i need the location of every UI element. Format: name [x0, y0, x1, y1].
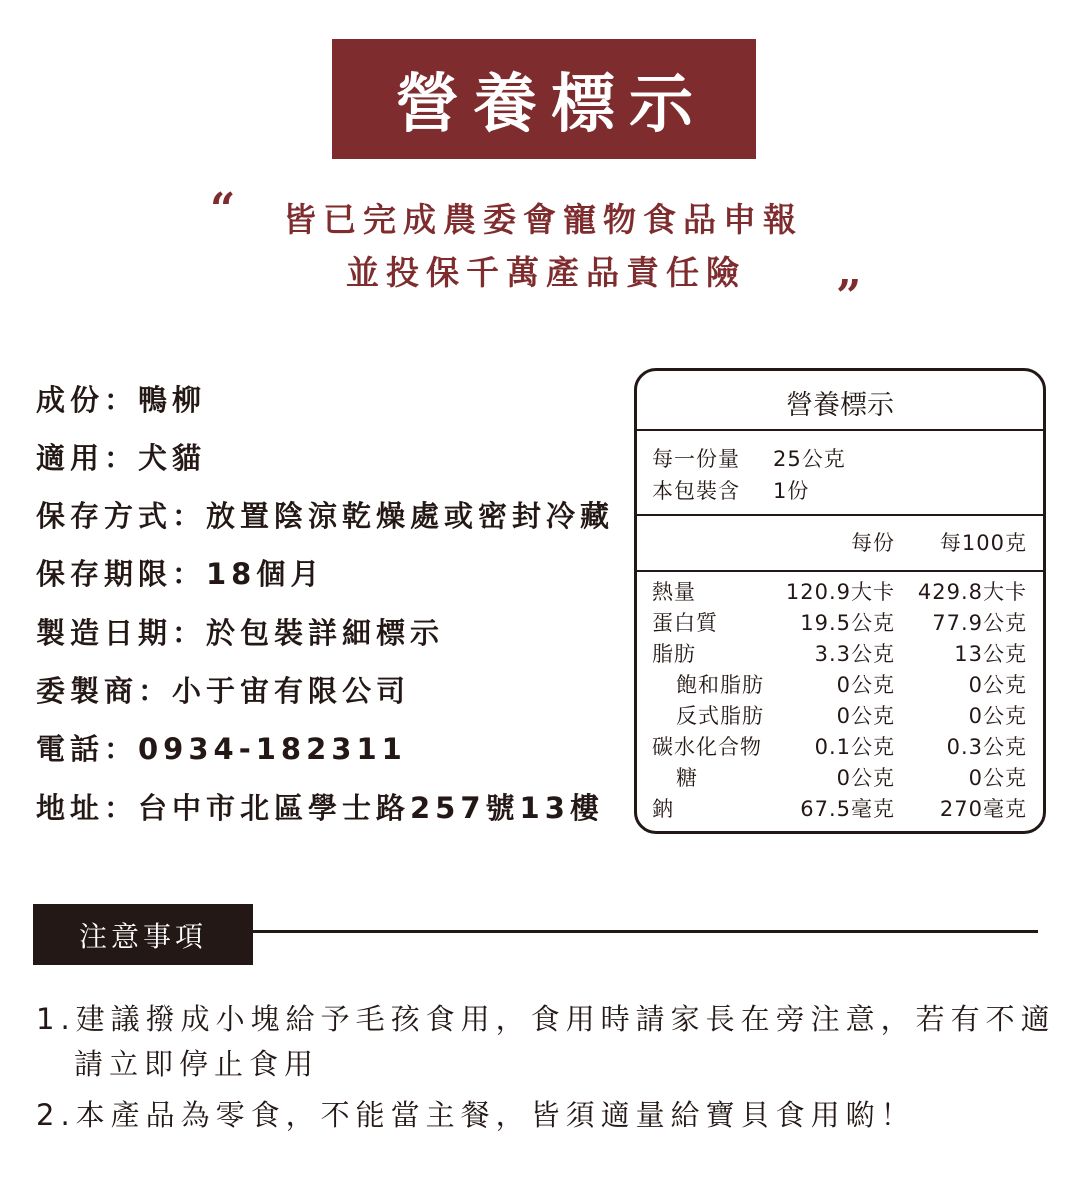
info-address: 地址：台中市北區學士路257號13樓	[36, 791, 604, 825]
page-title: 營養標示	[332, 39, 756, 159]
info-storage: 保存方式：放置陰涼乾燥處或密封冷藏	[36, 499, 615, 533]
nutrient-per-100g: 0公克	[968, 704, 1027, 728]
notice-item-1-continued: 請立即停止食用	[74, 1047, 320, 1081]
notice-item-2: 2.本產品為零食，不能當主餐，皆須適量給寶貝食用喲！	[36, 1098, 916, 1132]
nutrient-per-serving: 0公克	[836, 704, 895, 728]
divider	[637, 570, 1043, 572]
nutrient-name: 飽和脂肪	[676, 673, 764, 697]
nutrient-name: 鈉	[652, 797, 674, 821]
notice-heading: 注意事項	[33, 904, 253, 965]
nutrient-per-serving: 0公克	[836, 766, 895, 790]
info-shelf-life: 保存期限：18個月	[36, 557, 325, 591]
nutrition-panel	[634, 368, 1046, 834]
nutrient-name: 碳水化合物	[652, 735, 762, 759]
nutrient-per-100g: 270毫克	[939, 797, 1027, 821]
nutrient-per-serving: 3.3公克	[814, 642, 895, 666]
slogan-line-2: 並投保千萬產品責任險	[346, 253, 746, 292]
col-header-per-serving: 每份	[851, 531, 895, 555]
nutrition-title: 營養標示	[786, 390, 894, 421]
divider	[637, 514, 1043, 516]
close-quote-icon: ”	[836, 271, 862, 322]
info-ingredients: 成份：鴨柳	[36, 383, 207, 417]
serving-size-label: 每一份量	[652, 447, 740, 471]
nutrient-per-100g: 0公克	[968, 766, 1027, 790]
col-header-per-100g: 每100克	[939, 531, 1027, 555]
nutrient-name: 熱量	[652, 580, 696, 604]
serving-size-value: 25公克	[773, 447, 846, 471]
nutrient-per-100g: 77.9公克	[932, 611, 1027, 635]
nutrient-per-serving: 67.5毫克	[800, 797, 895, 821]
nutrient-per-100g: 0公克	[968, 673, 1027, 697]
info-manufacturer: 委製商：小于宙有限公司	[36, 674, 411, 708]
nutrient-per-serving: 19.5公克	[800, 611, 895, 635]
servings-value: 1份	[773, 479, 810, 503]
notice-divider	[253, 930, 1038, 933]
nutrient-name: 蛋白質	[652, 611, 718, 635]
notice-item-1: 1.建議撥成小塊給予毛孩食用，食用時請家長在旁注意，若有不適	[36, 1002, 1056, 1036]
divider	[637, 429, 1043, 431]
nutrient-name: 糖	[676, 766, 698, 790]
info-suitable-for: 適用：犬貓	[36, 441, 207, 475]
nutrient-per-100g: 0.3公克	[946, 735, 1027, 759]
nutrient-per-serving: 120.9大卡	[785, 580, 895, 604]
open-quote-icon: “	[210, 184, 236, 235]
slogan-line-1: 皆已完成農委會寵物食品申報	[283, 200, 803, 239]
servings-label: 本包裝含	[652, 479, 740, 503]
nutrient-per-serving: 0.1公克	[814, 735, 895, 759]
nutrient-name: 反式脂肪	[676, 704, 764, 728]
info-phone: 電話：0934-182311	[36, 732, 407, 766]
nutrient-per-100g: 429.8大卡	[917, 580, 1027, 604]
nutrient-name: 脂肪	[652, 642, 696, 666]
nutrient-per-100g: 13公克	[954, 642, 1027, 666]
info-manufacture-date: 製造日期：於包裝詳細標示	[36, 616, 445, 650]
nutrient-per-serving: 0公克	[836, 673, 895, 697]
